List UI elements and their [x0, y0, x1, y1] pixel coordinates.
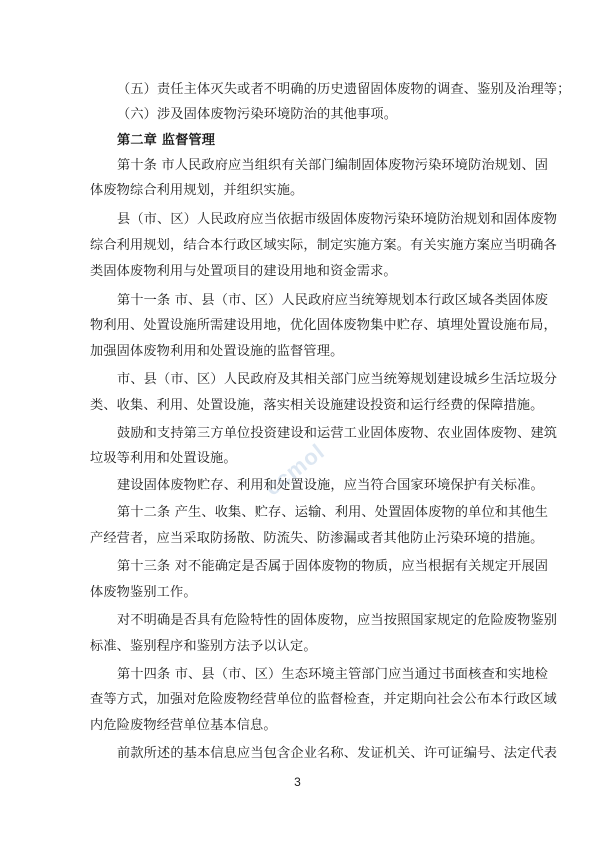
text-line: 县（市、区）人民政府应当依据市级固体废物污染环境防治规划和固体废物	[117, 212, 558, 227]
watermark-logo: ccmol	[259, 438, 330, 501]
text-line: 对不明确是否具有危险特性的固体废物，应当按照国家规定的危险废物鉴别	[117, 613, 558, 628]
text-line: 物利用、处置设施所需建设用地，优化固体废物集中贮存、填埋处置设施布局，	[90, 318, 557, 333]
text-line: 标准、鉴别程序和鉴别方法予以认定。	[90, 639, 317, 654]
chapter-heading: 第二章 监督管理	[117, 133, 216, 148]
text-line: 内危险废物经营单位基本信息。	[90, 718, 277, 733]
text-line: 第十二条 产生、收集、贮存、运输、利用、处置固体废物的单位和其他生	[117, 505, 549, 520]
text-line: 建设固体废物贮存、利用和处置设施，应当符合国家环境保护有关标准。	[117, 478, 544, 493]
text-line: （五）责任主体灭失或者不明确的历史遗留固体废物的调查、鉴别及治理等；	[117, 82, 571, 97]
text-line: 前款所述的基本信息应当包含企业名称、发证机关、许可证编号、法定代表	[117, 746, 558, 761]
text-line: 鼓励和支持第三方单位投资建设和运营工业固体废物、农业固体废物、建筑	[117, 426, 558, 441]
text-line: 类固体废物利用与处置项目的建设用地和资金需求。	[90, 264, 397, 279]
text-line: 体废物鉴别工作。	[90, 585, 197, 600]
text-line: 市、县（市、区）人民政府及其相关部门应当统筹规划建设城乡生活垃圾分	[117, 372, 558, 387]
text-line: 查等方式，加强对危险废物经营单位的监督检查，并定期向社会公布本行政区域	[90, 692, 557, 707]
text-line: 类、收集、利用、处置设施，落实相关设施建设投资和运行经费的保障措施。	[90, 398, 544, 413]
text-line: 体废物综合利用规划，并组织实施。	[90, 183, 304, 198]
page-number: 3	[294, 775, 301, 789]
text-line: 垃圾等利用和处置设施。	[90, 451, 237, 466]
text-line: 产经营者，应当采取防扬散、防流失、防渗漏或者其他防止污染环境的措施。	[90, 531, 544, 546]
text-line: 第十四条 市、县（市、区）生态环境主管部门应当通过书面核查和实地检	[117, 667, 549, 682]
text-line: 第十三条 对不能确定是否属于固体废物的物质，应当根据有关规定开展固	[117, 559, 549, 574]
text-line: 第十条 市人民政府应当组织有关部门编制固体废物污染环境防治规划、固	[117, 158, 549, 173]
text-line: 综合利用规划，结合本行政区域实际，制定实施方案。有关实施方案应当明确各	[90, 238, 557, 253]
text-line: 第十一条 市、县（市、区）人民政府应当统筹规划本行政区域各类固体废	[117, 293, 549, 308]
text-line: 加强固体废物利用和处置设施的监督管理。	[90, 344, 344, 359]
text-line: （六）涉及固体废物污染环境防治的其他事项。	[117, 107, 398, 122]
